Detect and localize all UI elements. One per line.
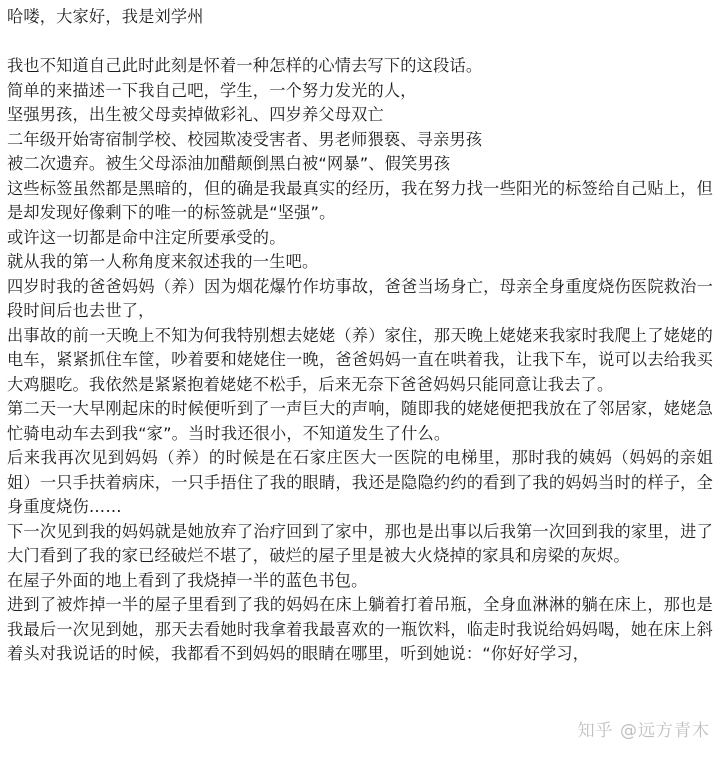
paragraph: 后来我再次见到妈妈（养）的时候是在石家庄医大一医院的电梯里，那时我的姨妈（妈妈的亲姐姐）一只手扶着病床，一只手捂住了我的眼睛，我还是隐隐约约的看到了我的妈妈当时的样子，全身重度烧伤…… [7, 448, 713, 516]
paragraph: 四岁时我的爸爸妈妈（养）因为烟花爆竹作坊事故，爸爸当场身亡，母亲全身重度烧伤医院救治一段时间后也去世了， [7, 276, 713, 320]
paragraph: 下一次见到我的妈妈就是她放弃了治疗回到了家中，那也是出事以后我第一次回到我的家里，进了大门看到了我的家已经破烂不堪了，破烂的屋子里是被大火烧掉的家具和房梁的灰烬。 [7, 521, 713, 565]
blank-line [7, 30, 713, 55]
paragraph: 简单的来描述一下我自己吧，学生，一个努力发光的人， [7, 80, 417, 100]
paragraph: 坚强男孩，出生被父母卖掉做彩礼、四岁养父母双亡 [7, 105, 384, 124]
paragraph: 进到了被炸掉一半的屋子里看到了我的妈妈在床上躺着打着吊瓶，全身血淋淋的躺在床上，那也是我最后一次见到她，那天去看她时我拿着我最喜欢的一瓶饮料，临走时我说给妈妈喝，她在床上斜着头对我说话的时候，我都看不到妈妈的眼睛在哪里，听到她说：“你好好学习， [7, 595, 713, 663]
paragraph: 出事故的前一天晚上不知为何我特别想去姥姥（养）家住，那天晚上姥姥来我家时我爬上了姥姥的电车，紧紧抓住车筐，吵着要和姥姥住一晚，爸爸妈妈一直在哄着我，让我下车，说可以去给我买大鸡腿吃。我依然是紧紧抱着姥姥不松手，后来无奈下爸爸妈妈只能同意让我去了。 [7, 325, 713, 394]
watermark-text: 知乎 @远方青木 [577, 721, 710, 741]
paragraph: 第二天一大早刚起床的时候便听到了一声巨大的声响，随即我的姥姥便把我放在了邻居家，姥姥急忙骑电动车去到我“家”。当时我还很小，不知道发生了什么。 [7, 399, 713, 443]
paragraph: 或许这一切都是命中注定所要承受的。 [7, 227, 286, 247]
paragraph: 二年级开始寄宿制学校、校园欺凌受害者、男老师猥亵、寻亲男孩 [7, 129, 483, 149]
document-body [7, 5, 713, 667]
paragraph: 我也不知道自己此时此刻是怀着一种怎样的心情去写下的这段话。 [7, 56, 483, 75]
paragraph: 在屋子外面的地上看到了我烧掉一半的蓝色书包。 [7, 570, 368, 590]
paragraph: 就从我的第一人称角度来叙述我的一生吧。 [7, 252, 319, 271]
greeting-line: 哈喽，大家好，我是刘学州 [7, 7, 204, 26]
paragraph: 被二次遗弃。被生父母添油加醋颠倒黑白被“网暴”、假笑男孩 [7, 154, 451, 173]
paragraph: 这些标签虽然都是黑暗的，但的确是我最真实的经历，我在努力找一些阳光的标签给自己贴上，但是却发现好像剩下的唯一的标签就是“坚强”。 [7, 178, 713, 222]
